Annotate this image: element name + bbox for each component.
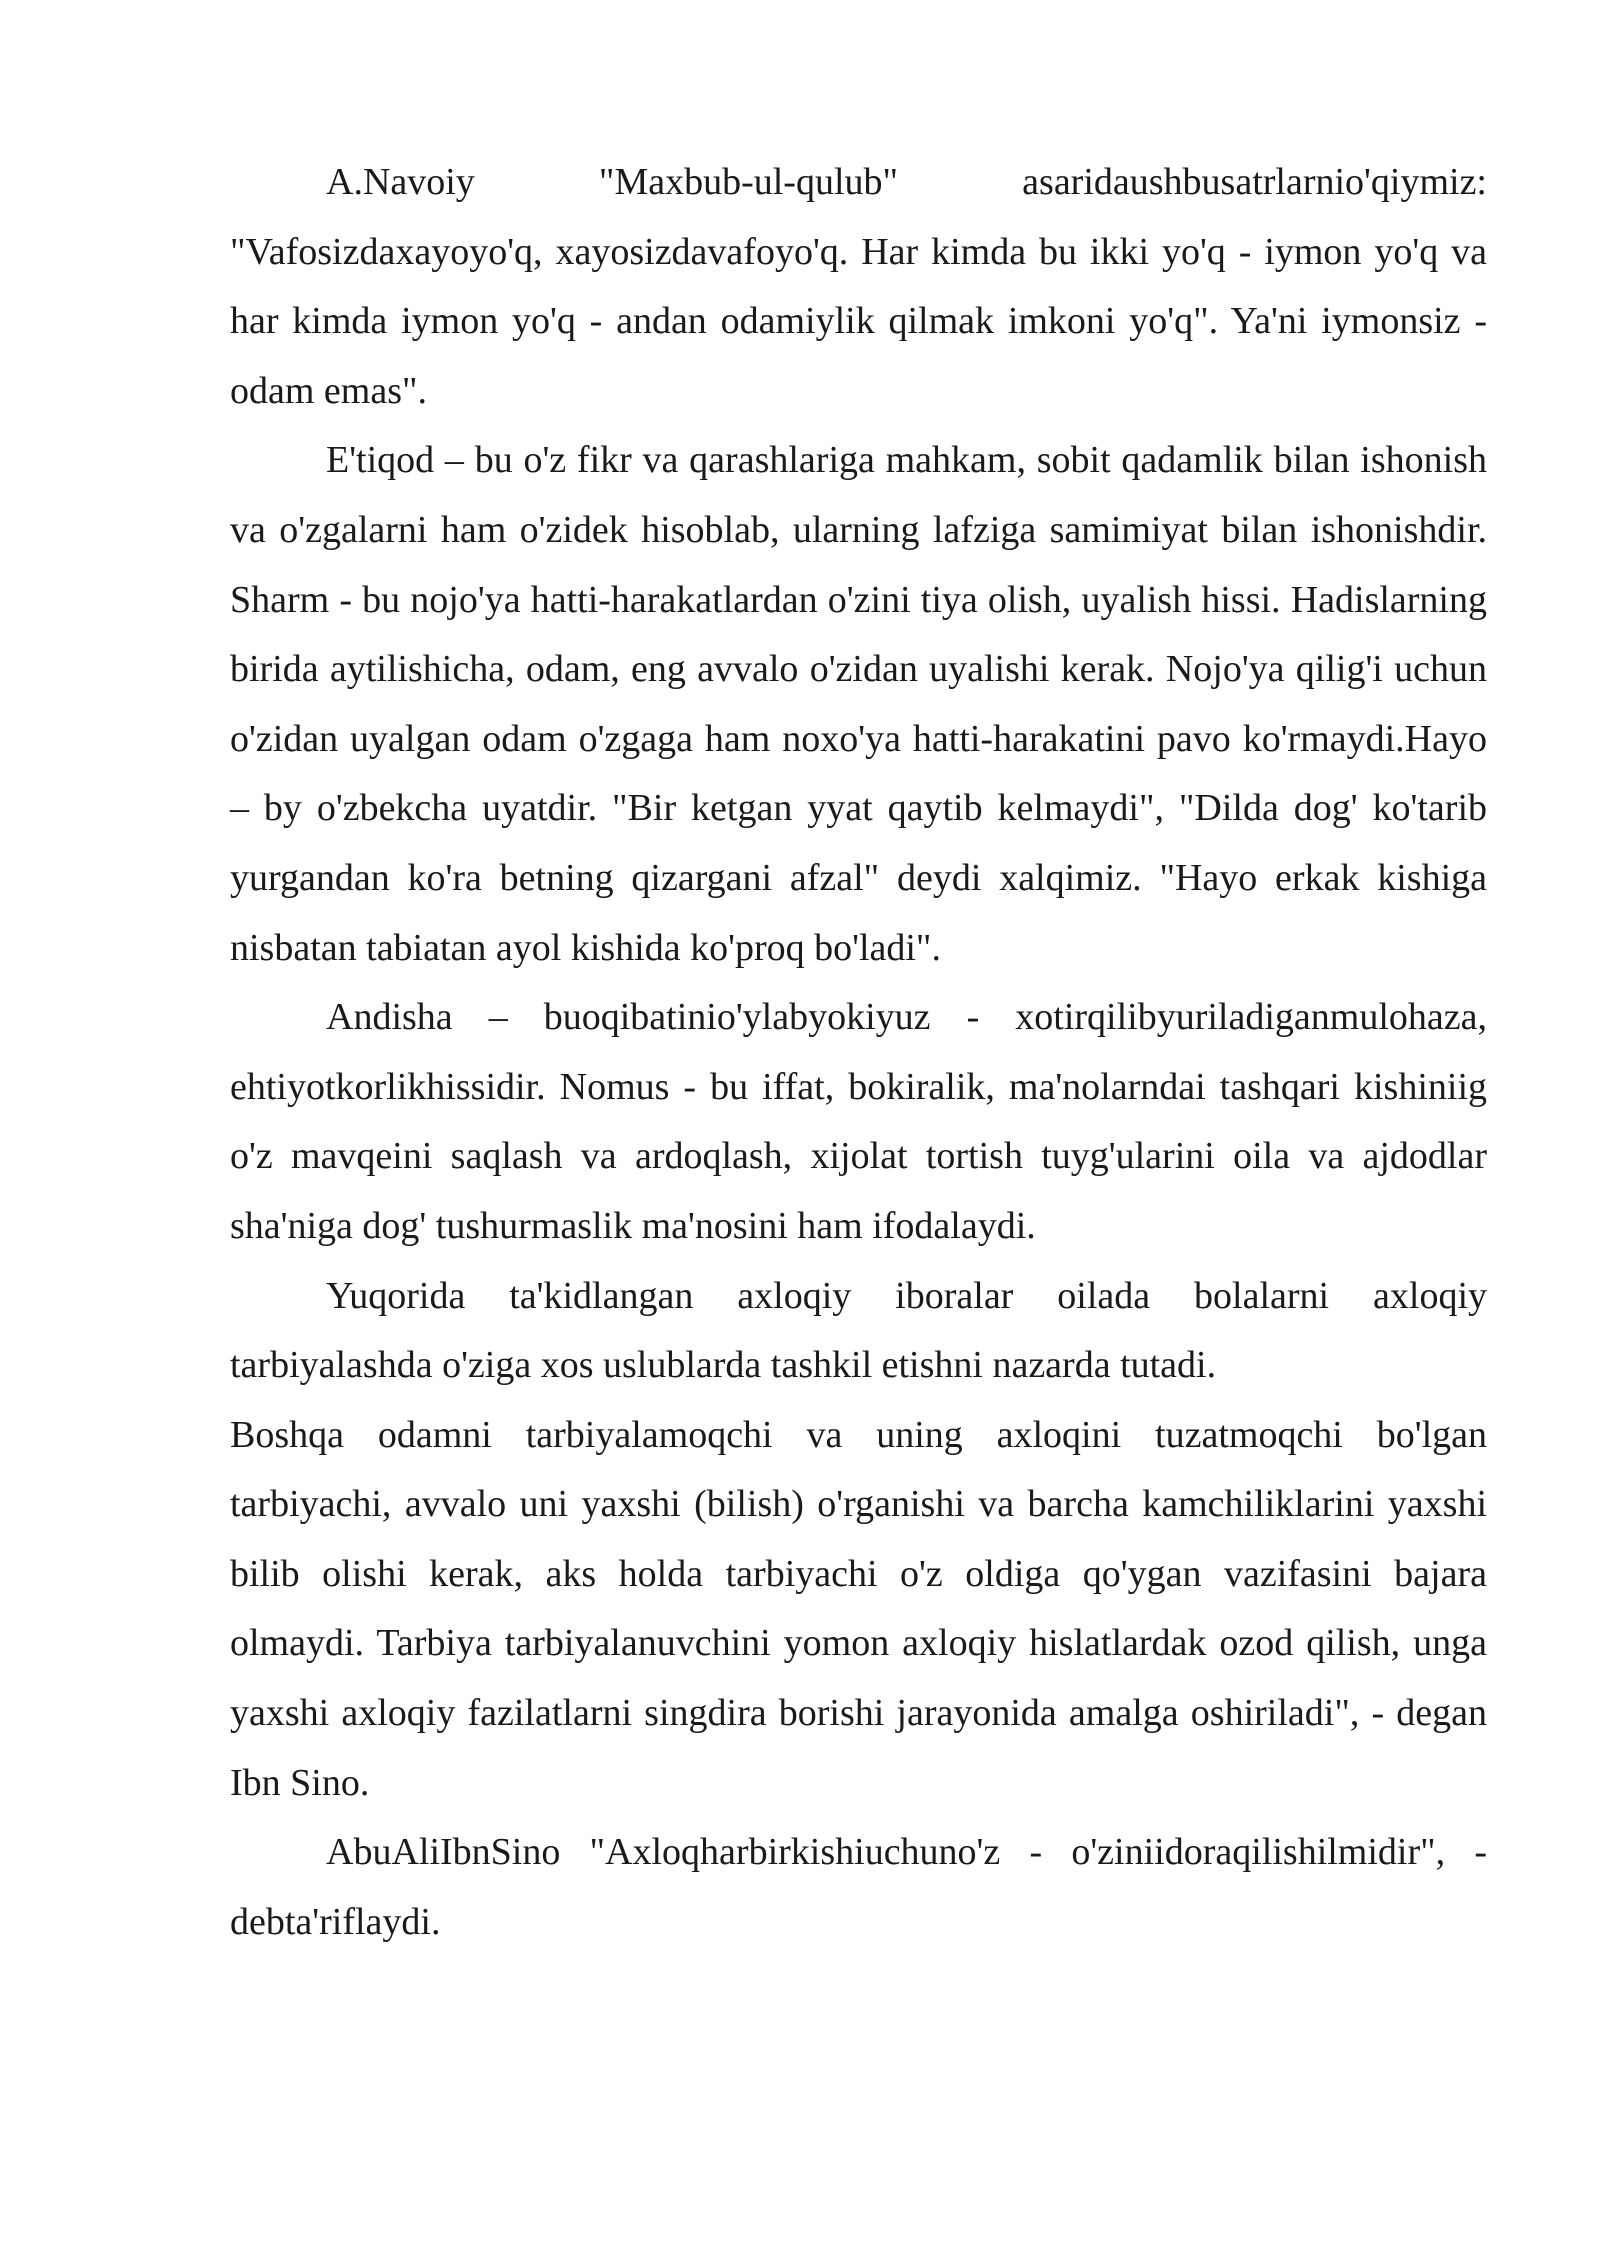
paragraph-tarbiyachi-ibn-sino: Boshqa odamni tarbiyalamoqchi va uning axloqini tuzatmoqchi bo'lgan tarbiyachi, avvalo uni yaxshi (bilish) o'rganishi va barcha kamchiliklarini yaxshi bilib olishi kerak, aks holda tarbiyachi o'z oldiga qo'ygan vazifasini bajara olmaydi. Tarbiya tarbiyalanuvchini yomon axloqiy hislatlardak ozod qilish, unga yaxshi axloqiy fazilatlarni singdira borishi jarayonida amalga oshiriladi", - degan Ibn Sino.	[230, 1413, 1487, 1804]
paragraph-navoiy-quote: A.Navoiy "Maxbub-ul-qulub" asaridaushbusatrlarnio'qiymiz: "Vafosizdaxayoyo'q, xayosizdavafoyo'q. Har kimda bu ikki yo'q - iymon yo'q va har kimda iymon yo'q - andan odamiylik qilmak imkoni yo'q". Ya'ni iymonsiz - odam emas".	[230, 161, 1487, 412]
document-body	[230, 148, 1487, 1957]
paragraph-axloqiy-iboralar: Yuqorida ta'kidlangan axloqiy iboralar oilada bolalarni axloqiy tarbiyalashda o'ziga xos uslublarda tashkil etishni nazarda tutadi.	[230, 1274, 1487, 1387]
paragraph-abu-ali-ibn-sino: AbuAliIbnSino "Axloqharbirkishiuchuno'z - o'ziniidoraqilishilmidir", - debta'riflaydi.	[230, 1831, 1487, 1943]
paragraph-andisha-nomus: Andisha – buoqibatinio'ylabyokiyuz - xotirqilibyuriladiganmulohaza, ehtiyotkorlikhissidir. Nomus - bu iffat, bokiralik, ma'nolarndai tashqari kishiniig o'z mavqeini saqlash va ardoqlash, xijolat tortish tuyg'ularini oila va ajdodlar sha'niga dog' tushurmaslik ma'nosini ham ifodalaydi.	[230, 996, 1487, 1247]
paragraph-etiqod-sharm-hayo: E'tiqod – bu o'z fikr va qarashlariga mahkam, sobit qadamlik bilan ishonish va o'zgalarni ham o'zidek hisoblab, ularning lafziga samimiyat bilan ishonishdir. Sharm - bu nojo'ya hatti-harakatlardan o'zini tiya olish, uyalish hissi. Hadislarning birida aytilishicha, odam, eng avvalo o'zidan uyalishi kerak. Nojo'ya qilig'i uchun o'zidan uyalgan odam o'zgaga ham noxo'ya hatti-harakatini pavo ko'rmaydi.Hayo – by o'zbekcha uyatdir. "Bir ketgan yyat qaytib kelmaydi", "Dilda dog' ko'tarib yurgandan ko'ra betning qizargani afzal" deydi xalqimiz. "Hayo erkak kishiga nisbatan tabiatan ayol kishida ko'proq bo'ladi".	[230, 439, 1487, 969]
